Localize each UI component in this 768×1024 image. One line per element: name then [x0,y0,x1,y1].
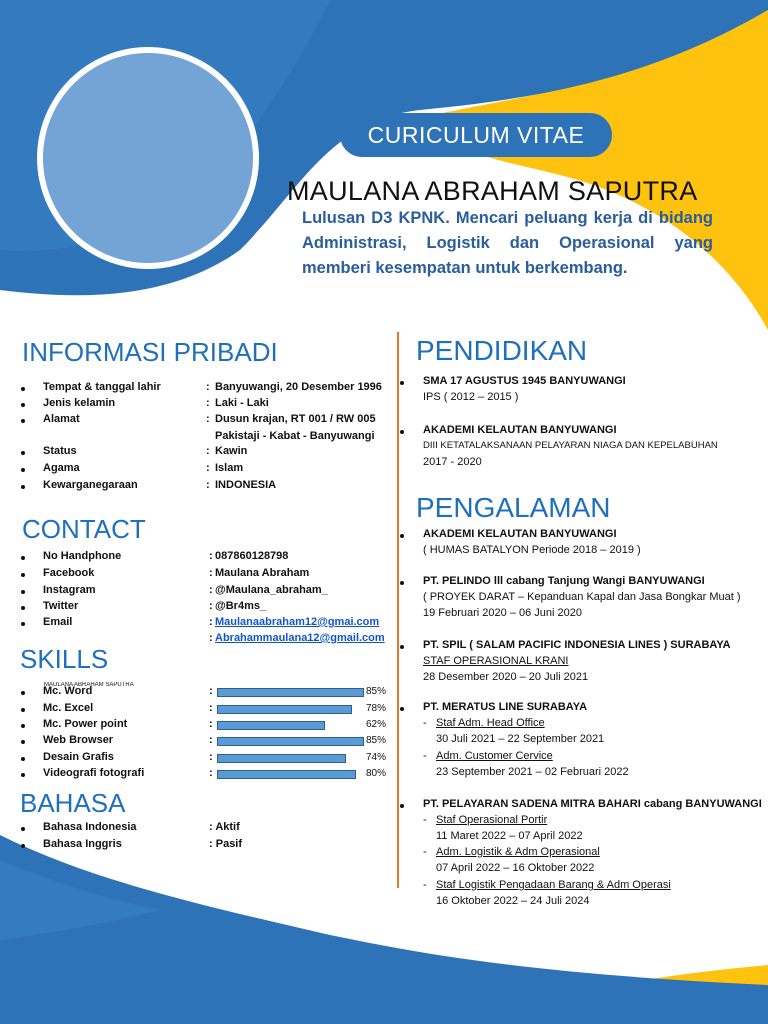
skill-percent: 74% [366,752,387,763]
job-role: Adm. Customer Cervice [436,750,553,762]
skill-label: Mc. Excel [43,702,94,714]
contact-label: Email [43,616,73,628]
bullet-icon [400,645,404,649]
job-period: 23 September 2021 – 02 Februari 2022 [436,766,629,778]
skill-label: Desain Grafis [43,751,114,763]
profile-summary: Lulusan D3 KPNK. Mencari peluang kerja di bidang Administrasi, Logistik dan Operasional yang memberi kesempatan untuk berkembang. [302,209,713,277]
colon: : [209,584,213,596]
job-detail: ( PROYEK DARAT – Kepanduan Kapal dan Jasa Bongkar Muat ) [423,591,741,603]
personal-label: Kewarganegaraan [43,479,138,491]
section-title-personal: INFORMASI PRIBADI [22,337,278,367]
skill-label: Videografi fotografi [43,767,145,779]
job-role: Adm. Logistik & Adm Operasional [436,846,600,858]
bullet-icon [21,757,25,761]
contact-label: No Handphone [43,550,122,562]
bullet-icon [21,468,25,472]
section-title-language: BAHASA [20,788,126,818]
job-role: Staf Adm. Head Office [436,717,545,729]
section-title-contact: CONTACT [22,514,146,544]
personal-label: Status [43,445,77,457]
skill-bar [217,705,352,714]
colon: : [209,734,213,746]
skill-percent: 78% [366,703,387,714]
colon: : [209,767,213,779]
job-period: 16 Oktober 2022 – 24 Juli 2024 [436,895,590,907]
school-major: DIII KETATALAKSANAAN PELAYARAN NIAGA DAN KEPELABUHAN [423,440,718,451]
column-divider [397,332,399,888]
colon: : [209,567,213,579]
colon: : [209,685,213,697]
instagram-value: @Maulana_abraham_ [215,584,328,596]
job-period: 11 Maret 2022 – 07 April 2022 [436,830,583,842]
bullet-icon [21,590,25,594]
bullet-icon [21,827,25,831]
skill-bar [217,754,346,763]
phone-value: 087860128798 [215,550,289,562]
personal-value: Banyuwangi, 20 Desember 1996 [215,381,382,393]
personal-value: Laki - Laki [215,397,269,409]
colon: : [209,718,213,730]
colon: : [209,632,213,644]
school-name: AKADEMI KELAUTAN BANYUWANGI [423,424,617,436]
skill-bar [217,737,364,746]
bullet-icon [21,419,25,423]
company-name: PT. PELAYARAN SADENA MITRA BAHARI cabang BANYUWANGI [423,798,762,810]
colon: : [206,445,210,457]
personal-label: Alamat [43,413,80,425]
colon: : [209,751,213,763]
bullet-icon [21,485,25,489]
full-name: MAULANA ABRAHAM SAPUTRA [287,176,698,206]
job-role: STAF OPERASIONAL KRANI [423,655,569,667]
colon: : [209,702,213,714]
colon: : [206,381,210,393]
skill-percent: 62% [366,719,387,730]
job-detail: ( HUMAS BATALYON Periode 2018 – 2019 ) [423,544,641,556]
bullet-icon [400,804,404,808]
colon: : [209,616,213,628]
role-dash: - [423,879,427,891]
personal-value: Dusun krajan, RT 001 / RW 005 [215,413,376,425]
colon: : [209,550,213,562]
personal-label: Agama [43,462,80,474]
language-label: Bahasa Indonesia [43,821,137,833]
skills-overlay-text: MAULANA ABRAHAM SAPUTRA [44,682,134,687]
job-period: 07 April 2022 – 16 Oktober 2022 [436,862,595,874]
email-link-1[interactable]: Maulanaabraham12@gmai.com [215,616,380,628]
section-title-experience: PENGALAMAN [416,492,611,523]
bullet-icon [21,844,25,848]
bullet-icon [21,724,25,728]
personal-label: Jenis kelamin [43,397,116,409]
contact-label: Facebook [43,567,95,579]
personal-value-line2: Pakistaji - Kabat - Banyuwangi [215,430,375,442]
bullet-icon [400,381,404,385]
colon: : [206,397,210,409]
bullet-icon [21,387,25,391]
bullet-icon [400,430,404,434]
language-level-text: Aktif [215,821,240,833]
role-dash: - [423,717,427,729]
contact-label: Twitter [43,600,79,612]
skill-percent: 80% [366,768,387,779]
bullet-icon [21,691,25,695]
personal-label: Tempat & tanggal lahir [43,381,161,393]
language-level-text: Pasif [215,838,243,850]
bullet-icon [400,581,404,585]
job-role: Staf Logistik Pengadaan Barang & Adm Operasi [436,879,671,891]
skill-percent: 85% [366,735,387,746]
language-level: : Aktif [209,821,240,833]
bullet-icon [21,740,25,744]
personal-value: INDONESIA [215,479,277,491]
email-link-2[interactable]: Abrahammaulana12@gmail.com [215,632,385,644]
skill-label: Mc. Power point [43,718,128,730]
role-dash: - [423,846,427,858]
skill-bar [217,688,364,697]
colon: : [206,413,210,425]
facebook-value: Maulana Abraham [215,567,310,579]
bullet-icon [21,573,25,577]
bullet-icon [21,708,25,712]
bullet-icon [21,773,25,777]
cv-title-badge: CURICULUM VITAE [340,113,612,157]
colon: : [209,600,213,612]
contact-label: Instagram [43,584,96,596]
colon: : [206,462,210,474]
school-period: 2017 - 2020 [423,456,482,468]
bullet-icon [21,451,25,455]
language-label: Bahasa Inggris [43,838,122,850]
role-dash: - [423,750,427,762]
skill-bar [217,770,356,779]
skill-bar [217,721,325,730]
section-title-skills: SKILLS [20,644,109,674]
skill-label: Web Browser [43,734,114,746]
job-role: Staf Operasional Portir [436,814,548,826]
role-dash: - [423,814,427,826]
bullet-icon [400,534,404,538]
school-major: IPS ( 2012 – 2015 ) [423,391,519,403]
bullet-icon [21,622,25,626]
company-name: PT. PELINDO lll cabang Tanjung Wangi BANYUWANGI [423,575,705,587]
bullet-icon [21,606,25,610]
bullet-icon [400,707,404,711]
colon: : [206,479,210,491]
school-name: SMA 17 AGUSTUS 1945 BANYUWANGI [423,375,626,387]
job-period: 19 Februari 2020 – 06 Juni 2020 [423,607,583,619]
skill-percent: 85% [366,686,387,697]
company-name: PT. SPIL ( SALAM PACIFIC INDONESIA LINES ) SURABAYA [423,639,731,651]
language-level: : Pasif [209,838,243,850]
job-period: 28 Desember 2020 – 20 Juli 2021 [423,671,589,683]
company-name: AKADEMI KELAUTAN BANYUWANGI [423,528,617,540]
skill-label: Mc. Word [43,685,93,697]
twitter-value: @Br4ms_ [215,600,267,612]
section-title-education: PENDIDIKAN [416,335,588,366]
company-name: PT. MERATUS LINE SURABAYA [423,701,588,713]
bullet-icon [21,556,25,560]
job-period: 30 Juli 2021 – 22 September 2021 [436,733,605,745]
personal-value: Islam [215,462,244,474]
bullet-icon [21,403,25,407]
personal-value: Kawin [215,445,248,457]
